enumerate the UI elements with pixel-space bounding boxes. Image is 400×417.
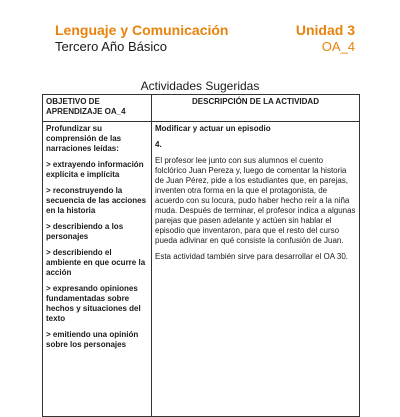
header-row-2 bbox=[55, 39, 355, 54]
objective-item: Profundizar su comprensión de las narraciones leídas: bbox=[46, 124, 122, 153]
activity-number: 4. bbox=[155, 140, 162, 149]
objective-item: > describiendo a los personajes bbox=[46, 222, 124, 241]
subject-title: Lenguaje y Comunicación bbox=[55, 22, 229, 38]
table-body-row bbox=[43, 122, 360, 417]
activities-table bbox=[42, 94, 360, 417]
section-title: Actividades Sugeridas bbox=[140, 79, 260, 93]
objective-item: > reconstruyendo la secuencia de las acciones en la historia bbox=[46, 186, 147, 215]
activity-paragraph: Esta actividad también sirve para desarrollar el OA 30. bbox=[155, 252, 348, 261]
objective-item: > emitiendo una opinión sobre los personajes bbox=[46, 330, 139, 349]
activity-header: DESCRIPCIÓN DE LA ACTIVIDAD bbox=[152, 95, 360, 122]
oa-label: OA_4 bbox=[321, 39, 355, 54]
grade-label: Tercero Año Básico bbox=[55, 39, 168, 54]
unit-label: Unidad 3 bbox=[295, 22, 355, 38]
objective-item: > describiendo el ambiente en que ocurre la acción bbox=[46, 248, 146, 277]
activity-paragraph: El profesor lee junto con sus alumnos el cuento folclórico Juan Pereza y, luego de comentar la historia de Juan Pérez, pide a los estudiantes que, en parejas, inventen otra forma en la que el protagonista, de acuerdo con su locura, pudo haber hecho reír a la niña muda. Después de terminar, el profesor indica a algunas parejas que pasen adelante y actúen sin hablar el episodio que inventaron, para que el resto del curso pueda adivinar en qué consiste la confusión de Juan. bbox=[155, 156, 356, 245]
activity-title: Modificar y actuar un episodio bbox=[155, 124, 271, 133]
objectives-cell bbox=[43, 122, 152, 417]
objective-header: OBJETIVO DE APRENDIZAJE OA_4 bbox=[43, 95, 152, 122]
activity-cell bbox=[152, 122, 360, 417]
objective-item: > expresando opiniones fundamentadas sobre hechos y situaciones del texto bbox=[46, 284, 141, 323]
document-header bbox=[55, 22, 355, 54]
header-row-1 bbox=[55, 22, 355, 39]
table-header-row bbox=[43, 95, 360, 122]
objective-item: > extrayendo información explícita e implícita bbox=[46, 160, 144, 179]
